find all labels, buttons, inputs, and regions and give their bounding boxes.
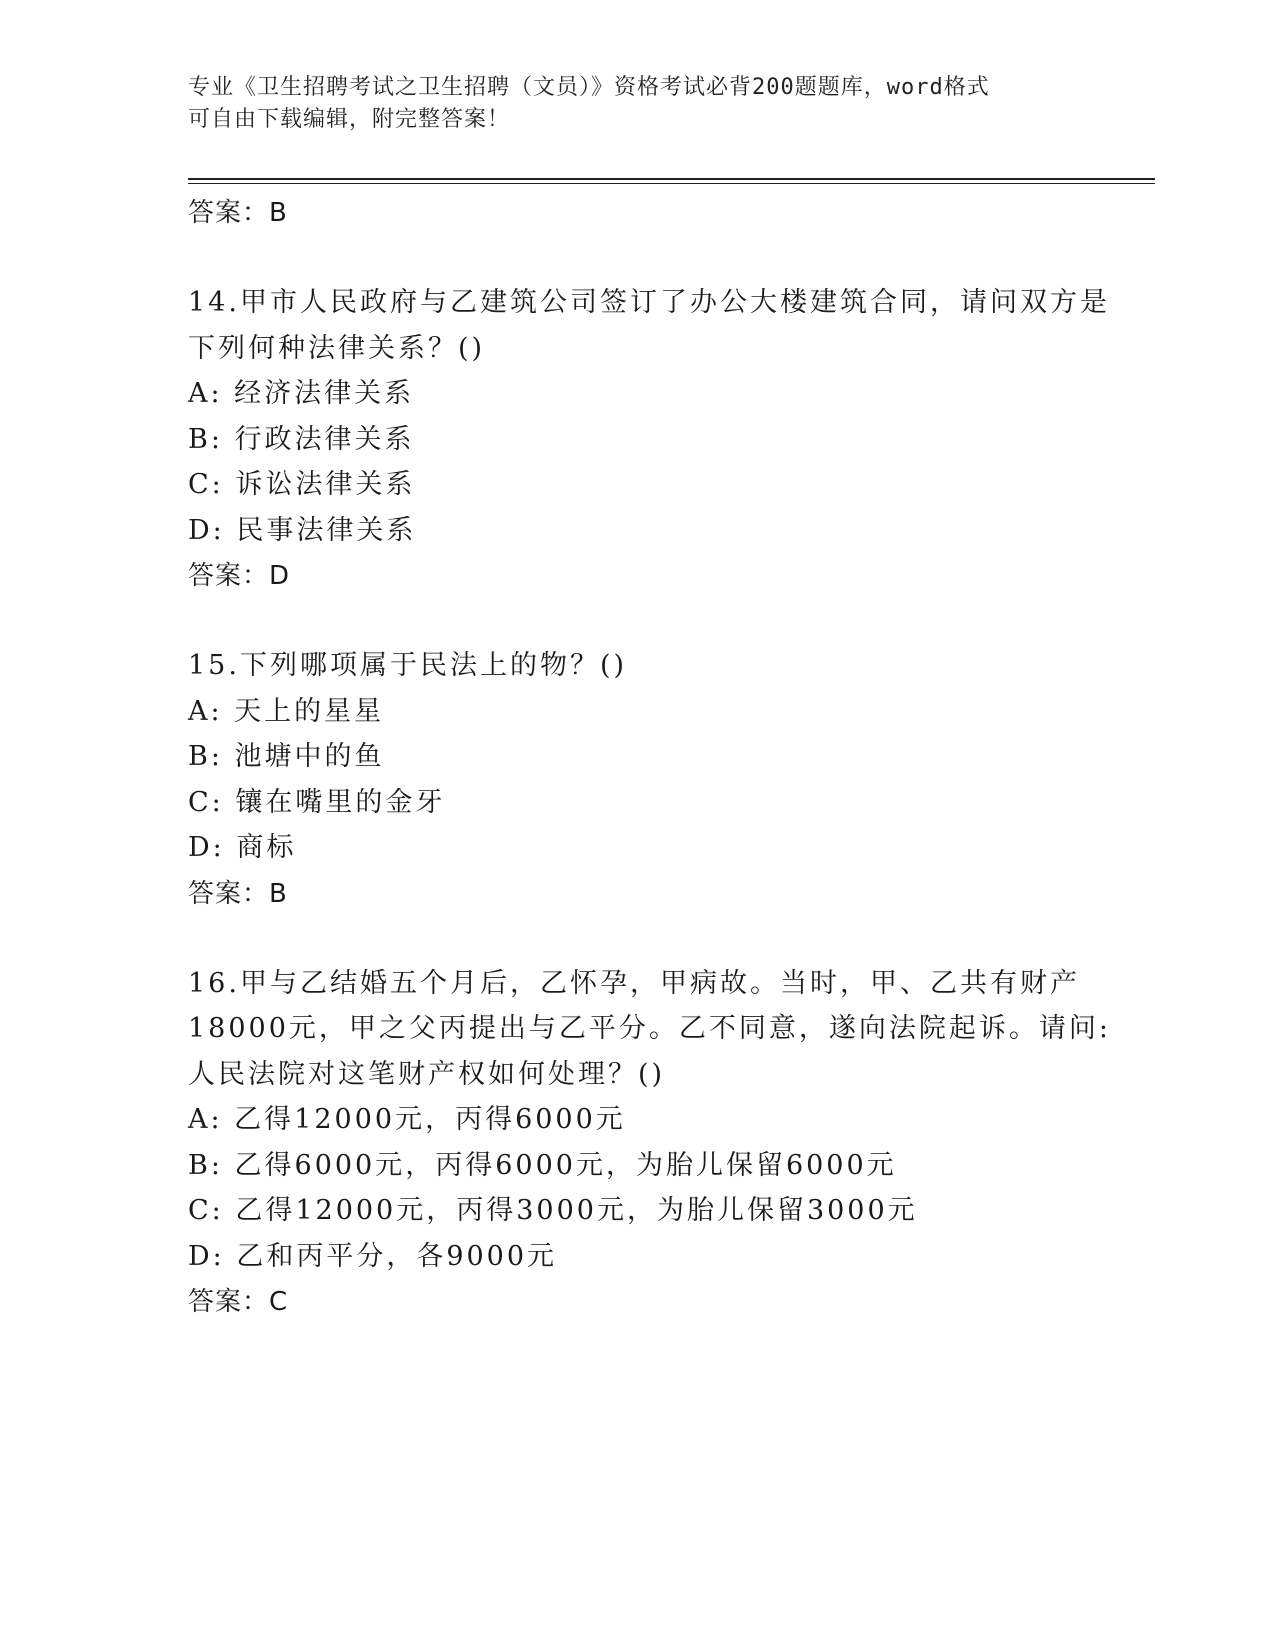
option-a: A: 乙得12000元，丙得6000元 — [188, 1104, 626, 1135]
question-14 — [188, 280, 1110, 599]
option-b: B: 池塘中的鱼 — [188, 741, 385, 772]
header-line-2: 可自由下载编辑，附完整答案！ — [188, 107, 511, 132]
option-a: A: 天上的星星 — [188, 695, 385, 727]
question-stem-line: 下列何种法律关系？() — [188, 332, 486, 364]
question-stem-line: 18000元，甲之父丙提出与乙平分。乙不同意，遂向法院起诉。请问: — [188, 1013, 1111, 1044]
option-d: D: 商标 — [188, 832, 297, 863]
answer: 答案：D — [188, 561, 291, 591]
option-d: D: 民事法律关系 — [188, 514, 417, 546]
option-b: B: 乙得6000元，丙得6000元，为胎儿保留6000元 — [188, 1149, 897, 1181]
document-header — [188, 72, 1088, 136]
option-b: B: 行政法律关系 — [188, 423, 415, 455]
option-d: D: 乙和丙平分，各9000元 — [188, 1240, 558, 1272]
option-c: C: 诉讼法律关系 — [188, 469, 416, 500]
question-15 — [188, 643, 1088, 917]
header-rule-thin — [188, 183, 1155, 184]
question-stem-line: 16.甲与乙结婚五个月后，乙怀孕，甲病故。当时，甲、乙共有财产 — [188, 967, 1080, 999]
header-rule-thick — [188, 178, 1155, 180]
option-c: C: 镶在嘴里的金牙 — [188, 786, 446, 818]
header-line-1: 专业《卫生招聘考试之卫生招聘（文员）》资格考试必背200题题库，word格式 — [188, 75, 990, 100]
question-stem-line: 15.下列哪项属于民法上的物？() — [188, 650, 628, 681]
question-stem-line: 14.甲市人民政府与乙建筑公司签订了办公大楼建筑合同，请问双方是 — [188, 287, 1110, 318]
option-a: A: 经济法律关系 — [188, 378, 415, 409]
answer: 答案：C — [188, 1287, 289, 1317]
answer: 答案：B — [188, 878, 288, 909]
question-16 — [188, 961, 1111, 1326]
previous-answer: 答案：B — [188, 198, 288, 228]
question-list — [188, 190, 1111, 1325]
question-stem-line: 人民法院对这笔财产权如何处理？() — [188, 1058, 666, 1090]
option-c: C: 乙得12000元，丙得3000元，为胎儿保留3000元 — [188, 1195, 918, 1226]
